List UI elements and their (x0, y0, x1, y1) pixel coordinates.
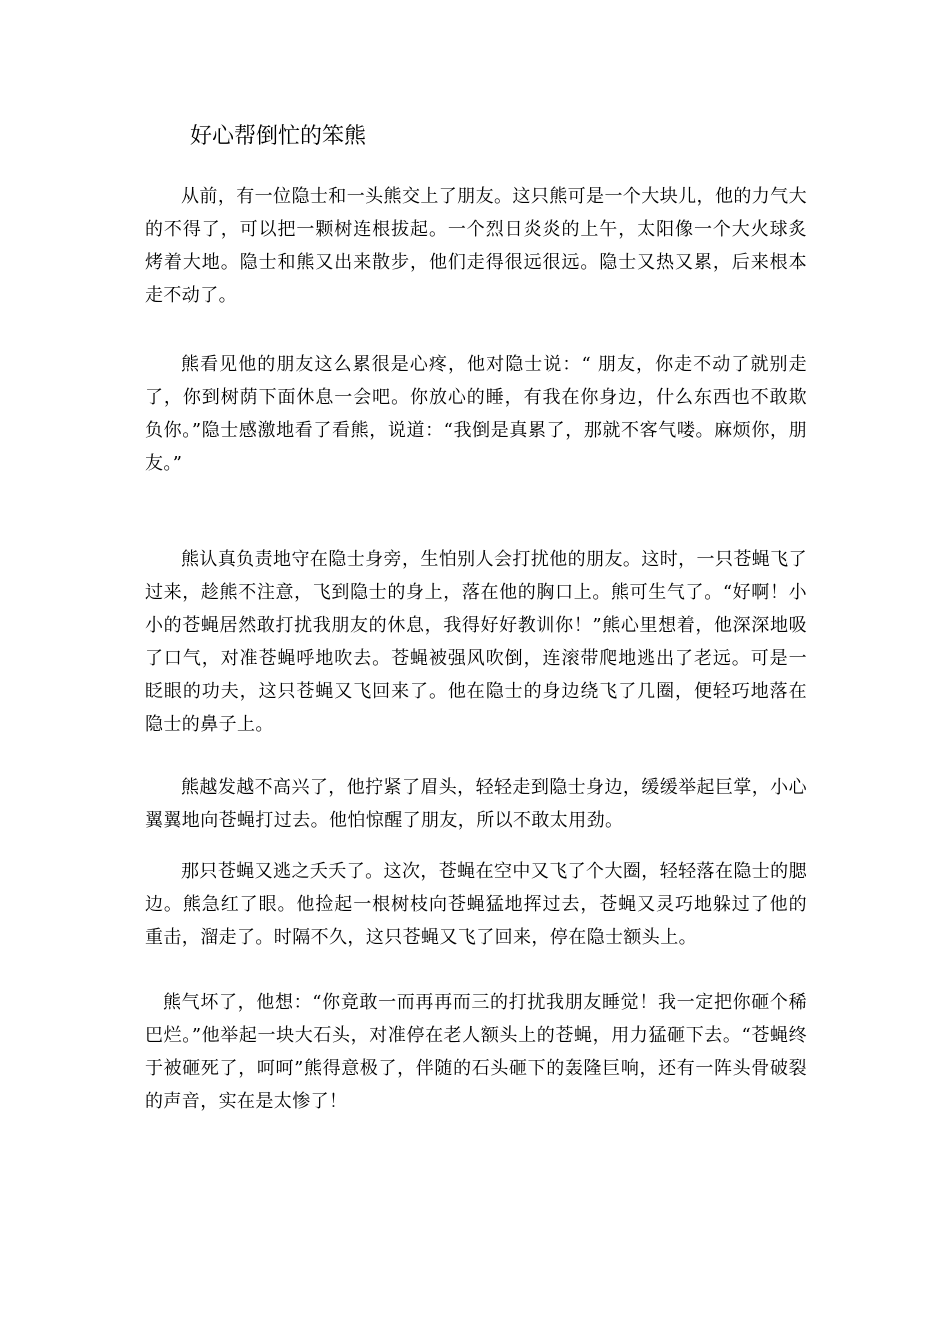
paragraph-1: 从前，有一位隐士和一头熊交上了朋友。这只熊可是一个大块儿，他的力气大的不得了，可以把一颗树连根拔起。一个烈日炎炎的上午，太阳像一个大火球炙烤着大地。隐士和熊又出来散步，他们走得很远很远。隐士又热又累，后来根本走不动了。 (145, 186, 807, 306)
paragraph-6: 熊气坏了，他想：“你竟敢一而再再而三的打扰我朋友睡觉！我一定把你砸个稀巴烂。”他举起一块大石头，对准停在老人额头上的苍蝇，用力猛砸下去。“苍蝇终于被砸死了，呵呵”熊得意极了，伴随的石头砸下的轰隆巨响，还有一阵头骨破裂的声音，实在是太惨了！ (145, 992, 807, 1112)
paragraph-5: 那只苍蝇又逃之夭夭了。这次，苍蝇在空中又飞了个大圈，轻轻落在隐士的腮边。熊急红了眼。他捡起一根树枝向苍蝇猛地挥过去，苍蝇又灵巧地躲过了他的重击，溜走了。时隔不久，这只苍蝇又飞了回来，停在隐士额头上。 (145, 861, 807, 948)
paragraph-2: 熊看见他的朋友这么累很是心疼，他对隐士说：“ 朋友，你走不动了就别走了，你到树荫下面休息一会吧。你放心的睡，有我在你身边，什么东西也不敢欺负你。”隐士感激地看了看熊，说道：“我倒是真累了，那就不客气喽。麻烦你，朋友。” (145, 354, 807, 474)
paragraph-4: 熊越发越不高兴了，他拧紧了眉头，轻轻走到隐士身边，缓缓举起巨掌，小心翼翼地向苍蝇打过去。他怕惊醒了朋友，所以不敢太用劲。 (145, 777, 807, 831)
document-title: 好心帮倒忙的笨熊 (190, 124, 367, 149)
paragraph-3: 熊认真负责地守在隐士身旁，生怕别人会打扰他的朋友。这时，一只苍蝇飞了过来，趁熊不注意，飞到隐士的身上，落在他的胸口上。熊可生气了。“好啊！小小的苍蝇居然敢打扰我朋友的休息，我得好好教训你！”熊心里想着，他深深地吸了口气，对准苍蝇呼地吹去。苍蝇被强风吹倒，连滚带爬地逃出了老远。可是一眨眼的功夫，这只苍蝇又飞回来了。他在隐士的身边绕飞了几圈，便轻巧地落在隐士的鼻子上。 (145, 549, 807, 735)
